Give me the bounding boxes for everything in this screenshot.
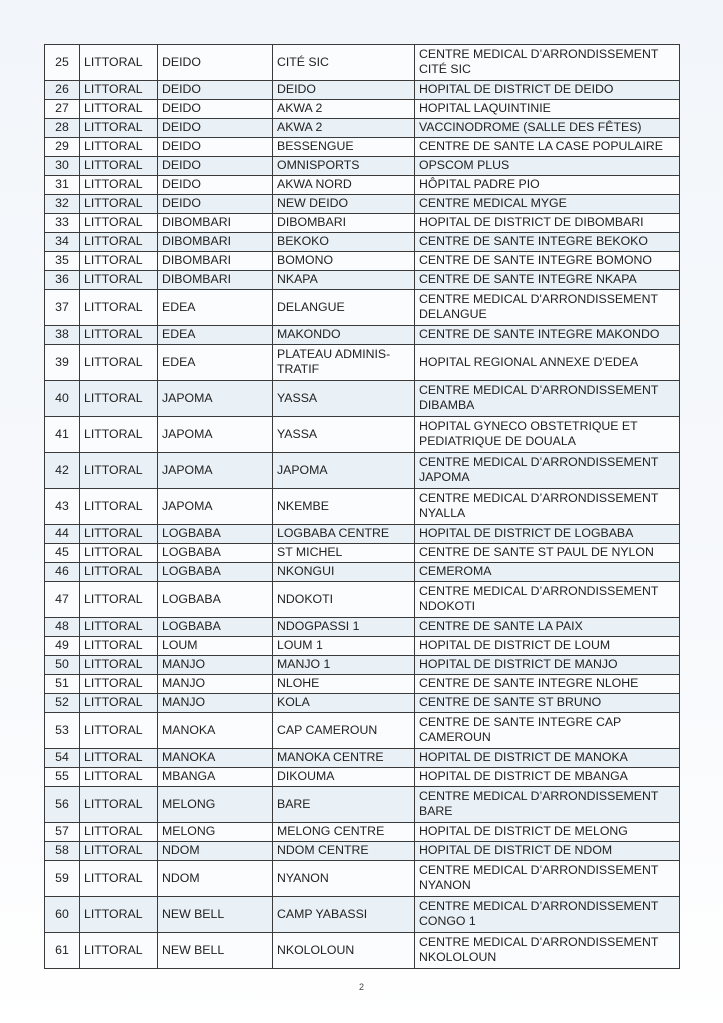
row-number: 45: [45, 544, 80, 563]
row-number: 41: [45, 417, 80, 453]
table-row: [45, 417, 680, 453]
row-number: 36: [45, 271, 80, 290]
district-cell: LOGBABA: [158, 525, 273, 544]
area-cell: NKAPA: [273, 271, 415, 290]
region-cell: LITTORAL: [80, 214, 158, 233]
facility-cell: CENTRE DE SANTE LA CASE POPULAIRE: [415, 138, 680, 157]
region-cell: LITTORAL: [80, 842, 158, 861]
row-number: 39: [45, 345, 80, 381]
facility-cell: OPSCOM PLUS: [415, 157, 680, 176]
region-cell: LITTORAL: [80, 749, 158, 768]
facility-cell: CENTRE DE SANTE INTEGRE BEKOKO: [415, 233, 680, 252]
table-row: [45, 618, 680, 637]
table-row: [45, 525, 680, 544]
facility-cell: HÔPITAL PADRE PIO: [415, 176, 680, 195]
region-cell: LITTORAL: [80, 897, 158, 933]
table-row: [45, 823, 680, 842]
row-number: 33: [45, 214, 80, 233]
row-number: 42: [45, 453, 80, 489]
row-number: 58: [45, 842, 80, 861]
row-number: 57: [45, 823, 80, 842]
area-cell: JAPOMA: [273, 453, 415, 489]
facility-cell: CENTRE MEDICAL D’ARRONDISSEMENT DIBAMBA: [415, 381, 680, 417]
row-number: 51: [45, 675, 80, 694]
facility-cell: CENTRE DE SANTE INTEGRE NLOHE: [415, 675, 680, 694]
region-cell: LITTORAL: [80, 933, 158, 969]
region-cell: LITTORAL: [80, 271, 158, 290]
table-row: [45, 45, 680, 81]
region-cell: LITTORAL: [80, 417, 158, 453]
area-cell: BEKOKO: [273, 233, 415, 252]
region-cell: LITTORAL: [80, 157, 158, 176]
area-cell: OMNISPORTS: [273, 157, 415, 176]
table-row: [45, 544, 680, 563]
region-cell: LITTORAL: [80, 45, 158, 81]
table-row: [45, 100, 680, 119]
district-cell: DIBOMBARI: [158, 233, 273, 252]
area-cell: DEIDO: [273, 81, 415, 100]
district-cell: LOGBABA: [158, 563, 273, 582]
facility-cell: HOPITAL LAQUINTINIE: [415, 100, 680, 119]
row-number: 49: [45, 637, 80, 656]
table-row: [45, 656, 680, 675]
row-number: 46: [45, 563, 80, 582]
table-row: [45, 713, 680, 749]
facility-cell: CENTRE DE SANTE INTEGRE MAKONDO: [415, 326, 680, 345]
facility-cell: VACCINODROME (SALLE DES FÊTES): [415, 119, 680, 138]
table-row: [45, 453, 680, 489]
facility-cell: CENTRE MEDICAL D’ARRONDISSEMENT JAPOMA: [415, 453, 680, 489]
region-cell: LITTORAL: [80, 290, 158, 326]
area-cell: PLATEAU ADMINIS-TRATIF: [273, 345, 415, 381]
region-cell: LITTORAL: [80, 675, 158, 694]
area-cell: CAMP YABASSI: [273, 897, 415, 933]
table-row: [45, 326, 680, 345]
district-cell: DIBOMBARI: [158, 214, 273, 233]
district-cell: JAPOMA: [158, 489, 273, 525]
facility-cell: CENTRE DE SANTE LA PAIX: [415, 618, 680, 637]
table-row: [45, 176, 680, 195]
area-cell: NYANON: [273, 861, 415, 897]
region-cell: LITTORAL: [80, 656, 158, 675]
facility-cell: HOPITAL DE DISTRICT DE LOGBABA: [415, 525, 680, 544]
district-cell: NEW BELL: [158, 897, 273, 933]
row-number: 35: [45, 252, 80, 271]
facility-cell: HOPITAL DE DISTRICT DE NDOM: [415, 842, 680, 861]
region-cell: LITTORAL: [80, 768, 158, 787]
district-cell: MELONG: [158, 823, 273, 842]
region-cell: LITTORAL: [80, 489, 158, 525]
area-cell: KOLA: [273, 694, 415, 713]
district-cell: NDOM: [158, 861, 273, 897]
facility-cell: CENTRE MEDICAL D’ARRONDISSEMENT NYALLA: [415, 489, 680, 525]
table-row: [45, 81, 680, 100]
facility-cell: HOPITAL DE DISTRICT DE MANOKA: [415, 749, 680, 768]
row-number: 56: [45, 787, 80, 823]
district-cell: DEIDO: [158, 195, 273, 214]
district-cell: MELONG: [158, 787, 273, 823]
facility-cell: CENTRE MEDICAL D’ARRONDISSEMENT BARE: [415, 787, 680, 823]
row-number: 52: [45, 694, 80, 713]
row-number: 59: [45, 861, 80, 897]
facility-cell: CENTRE DE SANTE INTEGRE NKAPA: [415, 271, 680, 290]
table-row: [45, 563, 680, 582]
facility-cell: CENTRE MEDICAL D’ARRONDISSEMENT NDOKOTI: [415, 582, 680, 618]
region-cell: LITTORAL: [80, 618, 158, 637]
row-number: 31: [45, 176, 80, 195]
page-number: 2: [358, 982, 364, 992]
region-cell: LITTORAL: [80, 713, 158, 749]
table-row: [45, 119, 680, 138]
row-number: 44: [45, 525, 80, 544]
district-cell: DEIDO: [158, 45, 273, 81]
table-row: [45, 381, 680, 417]
table-row: [45, 768, 680, 787]
area-cell: NDOM CENTRE: [273, 842, 415, 861]
row-number: 48: [45, 618, 80, 637]
district-cell: JAPOMA: [158, 417, 273, 453]
area-cell: NDOKOTI: [273, 582, 415, 618]
row-number: 26: [45, 81, 80, 100]
area-cell: NKOLOLOUN: [273, 933, 415, 969]
region-cell: LITTORAL: [80, 381, 158, 417]
area-cell: NKONGUI: [273, 563, 415, 582]
region-cell: LITTORAL: [80, 119, 158, 138]
district-cell: DEIDO: [158, 119, 273, 138]
vaccination-sites-table: [44, 44, 680, 969]
region-cell: LITTORAL: [80, 525, 158, 544]
region-cell: LITTORAL: [80, 100, 158, 119]
table-row: [45, 214, 680, 233]
table-row: [45, 675, 680, 694]
facility-cell: CEMEROMA: [415, 563, 680, 582]
area-cell: MELONG CENTRE: [273, 823, 415, 842]
row-number: 28: [45, 119, 80, 138]
facility-cell: CENTRE MEDICAL D’ARRONDISSEMENT CONGO 1: [415, 897, 680, 933]
district-cell: EDEA: [158, 290, 273, 326]
row-number: 54: [45, 749, 80, 768]
region-cell: LITTORAL: [80, 787, 158, 823]
facility-cell: HOPITAL REGIONAL ANNEXE D'EDEA: [415, 345, 680, 381]
table-row: [45, 195, 680, 214]
region-cell: LITTORAL: [80, 563, 158, 582]
facility-cell: CENTRE DE SANTE ST BRUNO: [415, 694, 680, 713]
district-cell: MANJO: [158, 694, 273, 713]
facility-cell: CENTRE DE SANTE INTEGRE BOMONO: [415, 252, 680, 271]
row-number: 55: [45, 768, 80, 787]
table-row: [45, 271, 680, 290]
district-cell: DEIDO: [158, 176, 273, 195]
facility-cell: CENTRE DE SANTE ST PAUL DE NYLON: [415, 544, 680, 563]
table-row: [45, 138, 680, 157]
area-cell: MAKONDO: [273, 326, 415, 345]
table-row: [45, 842, 680, 861]
region-cell: LITTORAL: [80, 233, 158, 252]
table-row: [45, 290, 680, 326]
district-cell: MANOKA: [158, 713, 273, 749]
district-cell: MANOKA: [158, 749, 273, 768]
row-number: 47: [45, 582, 80, 618]
area-cell: CITÉ SIC: [273, 45, 415, 81]
area-cell: BESSENGUE: [273, 138, 415, 157]
area-cell: MANOKA CENTRE: [273, 749, 415, 768]
area-cell: DIKOUMA: [273, 768, 415, 787]
region-cell: LITTORAL: [80, 195, 158, 214]
facility-cell: CENTRE MEDICAL D’ARRONDISSEMENT CITÉ SIC: [415, 45, 680, 81]
row-number: 50: [45, 656, 80, 675]
table-row: [45, 897, 680, 933]
district-cell: DIBOMBARI: [158, 271, 273, 290]
area-cell: AKWA 2: [273, 100, 415, 119]
region-cell: LITTORAL: [80, 637, 158, 656]
district-cell: NDOM: [158, 842, 273, 861]
region-cell: LITTORAL: [80, 453, 158, 489]
facility-cell: HOPITAL DE DISTRICT DE MANJO: [415, 656, 680, 675]
area-cell: CAP CAMEROUN: [273, 713, 415, 749]
area-cell: YASSA: [273, 417, 415, 453]
row-number: 25: [45, 45, 80, 81]
table-row: [45, 157, 680, 176]
row-number: 29: [45, 138, 80, 157]
table-row: [45, 861, 680, 897]
facility-cell: HOPITAL DE DISTRICT DE MBANGA: [415, 768, 680, 787]
area-cell: NLOHE: [273, 675, 415, 694]
area-cell: MANJO 1: [273, 656, 415, 675]
facility-cell: CENTRE MEDICAL D’ARRONDISSEMENT NYANON: [415, 861, 680, 897]
table-row: [45, 694, 680, 713]
region-cell: LITTORAL: [80, 81, 158, 100]
district-cell: DEIDO: [158, 81, 273, 100]
table-row: [45, 749, 680, 768]
table-row: [45, 637, 680, 656]
district-cell: NEW BELL: [158, 933, 273, 969]
row-number: 61: [45, 933, 80, 969]
region-cell: LITTORAL: [80, 345, 158, 381]
region-cell: LITTORAL: [80, 326, 158, 345]
row-number: 53: [45, 713, 80, 749]
row-number: 37: [45, 290, 80, 326]
region-cell: LITTORAL: [80, 176, 158, 195]
table-row: [45, 489, 680, 525]
district-cell: MBANGA: [158, 768, 273, 787]
area-cell: NDOGPASSI 1: [273, 618, 415, 637]
district-cell: LOGBABA: [158, 582, 273, 618]
row-number: 60: [45, 897, 80, 933]
district-cell: MANJO: [158, 675, 273, 694]
facility-cell: HOPITAL DE DISTRICT DE DIBOMBARI: [415, 214, 680, 233]
district-cell: JAPOMA: [158, 453, 273, 489]
area-cell: DIBOMBARI: [273, 214, 415, 233]
area-cell: ST MICHEL: [273, 544, 415, 563]
facility-cell: CENTRE MEDICAL D'ARRONDISSEMENT DELANGUE: [415, 290, 680, 326]
row-number: 30: [45, 157, 80, 176]
region-cell: LITTORAL: [80, 544, 158, 563]
district-cell: MANJO: [158, 656, 273, 675]
area-cell: AKWA NORD: [273, 176, 415, 195]
row-number: 32: [45, 195, 80, 214]
facility-cell: HOPITAL GYNECO OBSTETRIQUE ET PEDIATRIQUE DE DOUALA: [415, 417, 680, 453]
region-cell: LITTORAL: [80, 694, 158, 713]
table-row: [45, 582, 680, 618]
region-cell: LITTORAL: [80, 138, 158, 157]
district-cell: EDEA: [158, 326, 273, 345]
table-row: [45, 345, 680, 381]
facility-cell: CENTRE DE SANTE INTEGRE CAP CAMEROUN: [415, 713, 680, 749]
district-cell: LOGBABA: [158, 544, 273, 563]
district-cell: DEIDO: [158, 157, 273, 176]
facility-cell: HOPITAL DE DISTRICT DE MELONG: [415, 823, 680, 842]
area-cell: NEW DEIDO: [273, 195, 415, 214]
row-number: 43: [45, 489, 80, 525]
table-body: [45, 45, 680, 969]
region-cell: LITTORAL: [80, 252, 158, 271]
district-cell: EDEA: [158, 345, 273, 381]
table-row: [45, 787, 680, 823]
area-cell: BARE: [273, 787, 415, 823]
row-number: 40: [45, 381, 80, 417]
area-cell: AKWA 2: [273, 119, 415, 138]
district-cell: LOUM: [158, 637, 273, 656]
region-cell: LITTORAL: [80, 861, 158, 897]
facility-cell: HOPITAL DE DISTRICT DE LOUM: [415, 637, 680, 656]
region-cell: LITTORAL: [80, 582, 158, 618]
area-cell: DELANGUE: [273, 290, 415, 326]
table-row: [45, 933, 680, 969]
row-number: 34: [45, 233, 80, 252]
district-cell: LOGBABA: [158, 618, 273, 637]
district-cell: DIBOMBARI: [158, 252, 273, 271]
area-cell: YASSA: [273, 381, 415, 417]
region-cell: LITTORAL: [80, 823, 158, 842]
area-cell: LOGBABA CENTRE: [273, 525, 415, 544]
area-cell: LOUM 1: [273, 637, 415, 656]
facility-cell: CENTRE MEDICAL D’ARRONDISSEMENT NKOLOLOUN: [415, 933, 680, 969]
area-cell: BOMONO: [273, 252, 415, 271]
district-cell: DEIDO: [158, 138, 273, 157]
district-cell: DEIDO: [158, 100, 273, 119]
facility-cell: HOPITAL DE DISTRICT DE DEIDO: [415, 81, 680, 100]
row-number: 27: [45, 100, 80, 119]
row-number: 38: [45, 326, 80, 345]
facility-cell: CENTRE MEDICAL MYGE: [415, 195, 680, 214]
table-row: [45, 252, 680, 271]
table-row: [45, 233, 680, 252]
district-cell: JAPOMA: [158, 381, 273, 417]
area-cell: NKEMBE: [273, 489, 415, 525]
